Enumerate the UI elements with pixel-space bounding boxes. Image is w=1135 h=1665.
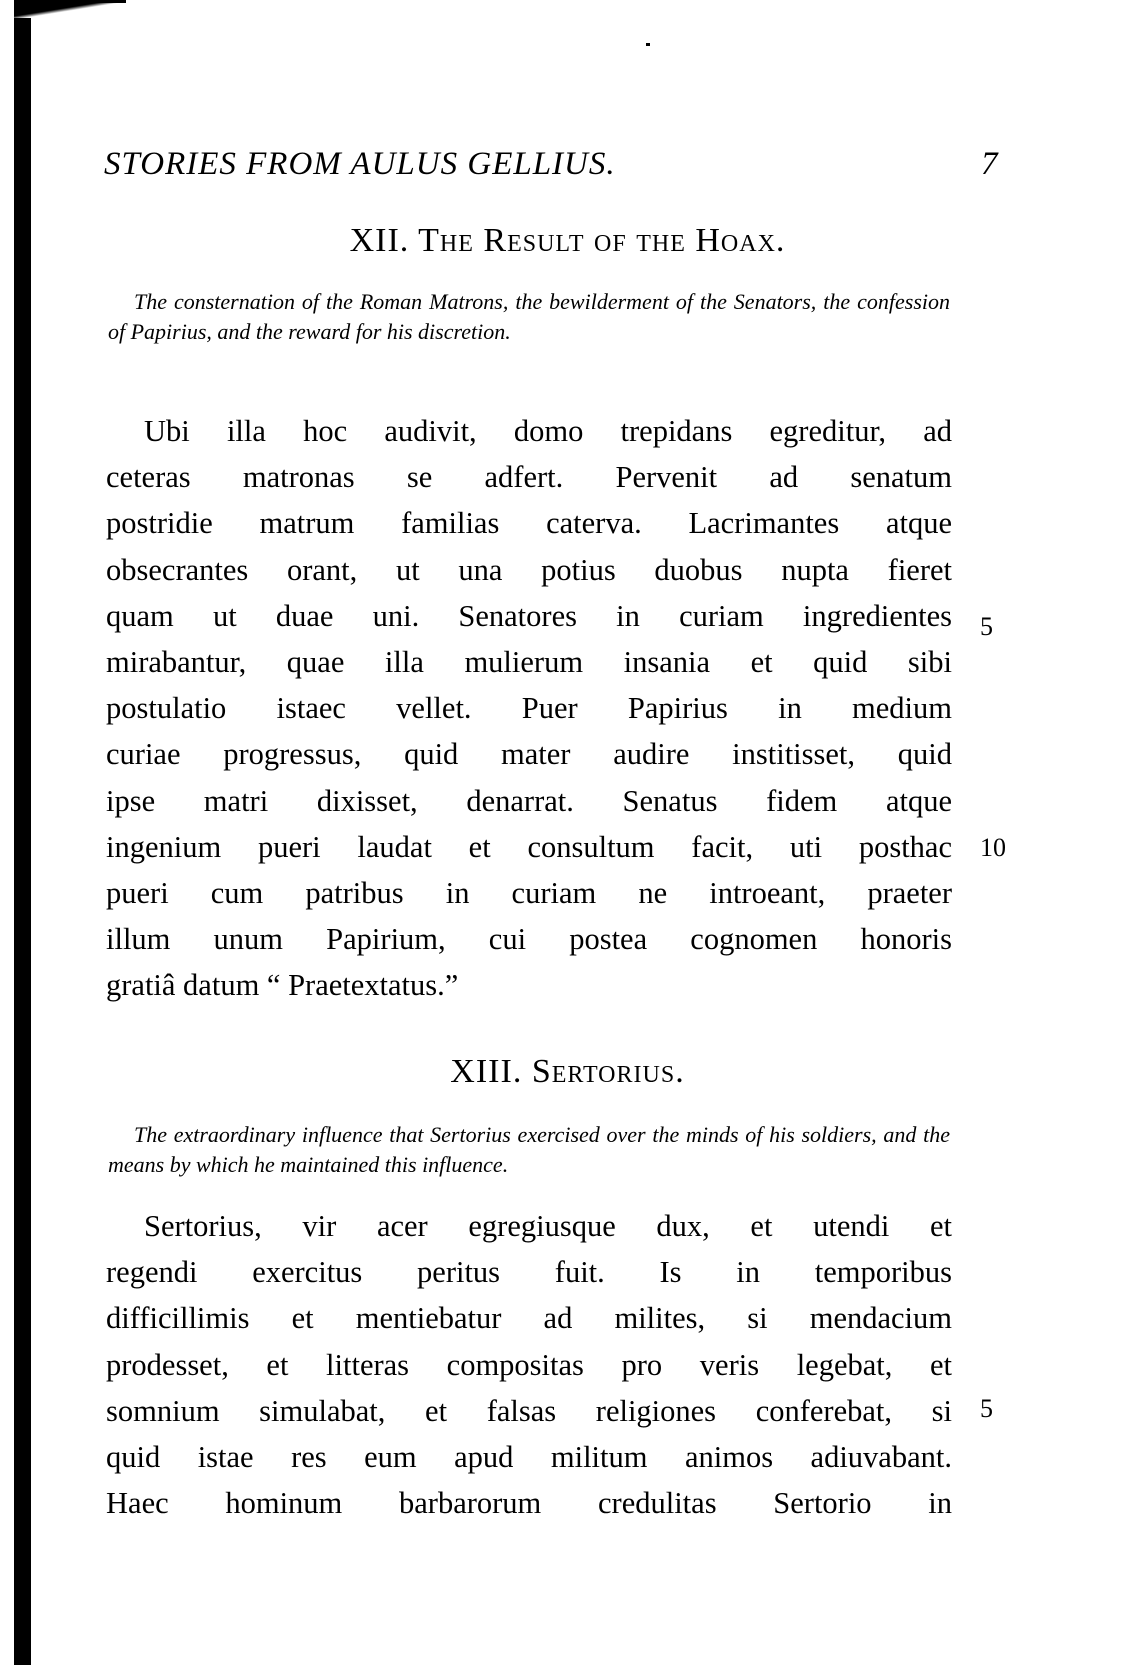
text-line: ingenium pueri laudat et consultum facit, uti posthac bbox=[106, 829, 952, 864]
line-number-marker: 10 bbox=[980, 833, 1006, 862]
text-line: gratiâ datum “ Praetextatus.” bbox=[106, 968, 459, 1003]
text-line: Sertorius, vir acer egregiusque dux, et utendi et bbox=[144, 1209, 952, 1243]
line-number-marker: 5 bbox=[980, 612, 993, 641]
text-line: postridie matrum familias caterva. Lacrimantes atque bbox=[106, 506, 952, 541]
section-summary-xii: The consternation of the Roman Matrons, the bewilderment of the Senators, the confession of Papirius, and the reward for his discretion. bbox=[108, 289, 950, 344]
text-line: prodesset, et litteras compositas pro veris legebat, et bbox=[106, 1347, 952, 1382]
text-line: quid istae res eum apud militum animos adiuvabant. bbox=[106, 1439, 952, 1474]
text-line: regendi exercitus peritus fuit. Is in temporibus bbox=[106, 1255, 952, 1290]
line-number-marker: 5 bbox=[980, 1394, 993, 1423]
text-line: postulatio istaec vellet. Puer Papirius in medium bbox=[106, 691, 952, 726]
text-line: pueri cum patribus in curiam ne introeant, praeter bbox=[106, 875, 952, 910]
text-line: ceteras matronas se adfert. Pervenit ad senatum bbox=[106, 460, 952, 495]
scan-speck bbox=[646, 43, 650, 46]
text-line: somnium simulabat, et falsas religiones conferebat, si bbox=[106, 1393, 952, 1428]
section-summary-xiii: The extraordinary influence that Sertorius exercised over the minds of his soldiers, and the means by which he maintained this influence. bbox=[108, 1122, 950, 1177]
section-heading-xii: XII. The Result of the Hoax. bbox=[349, 222, 786, 259]
section-body-xii bbox=[106, 408, 952, 1008]
running-head-title: STORIES FROM AULUS GELLIUS. bbox=[104, 146, 616, 182]
text-line: mirabantur, quae illa mulierum insania et quid sibi bbox=[106, 644, 952, 679]
text-line: Haec hominum barbarorum credulitas Sertorio in bbox=[106, 1486, 952, 1521]
section-heading-xiii: XIII. Sertorius. bbox=[450, 1053, 685, 1090]
text-line: difficillimis et mentiebatur ad milites, si mendacium bbox=[106, 1301, 952, 1336]
page-number: 7 bbox=[981, 146, 998, 182]
text-line: Ubi illa hoc audivit, domo trepidans egreditur, ad bbox=[144, 414, 952, 448]
scan-edge-corner bbox=[14, 0, 126, 18]
section-body-xiii bbox=[106, 1203, 952, 1526]
text-line: obsecrantes orant, ut una potius duobus nupta fieret bbox=[106, 552, 952, 587]
scan-edge-left bbox=[14, 18, 31, 1665]
text-line: ipse matri dixisset, denarrat. Senatus fidem atque bbox=[106, 783, 952, 818]
text-line: illum unum Papirium, cui postea cognomen honoris bbox=[106, 922, 952, 957]
text-line: quam ut duae uni. Senatores in curiam ingredientes bbox=[106, 598, 952, 633]
text-line: curiae progressus, quid mater audire institisset, quid bbox=[106, 737, 952, 772]
